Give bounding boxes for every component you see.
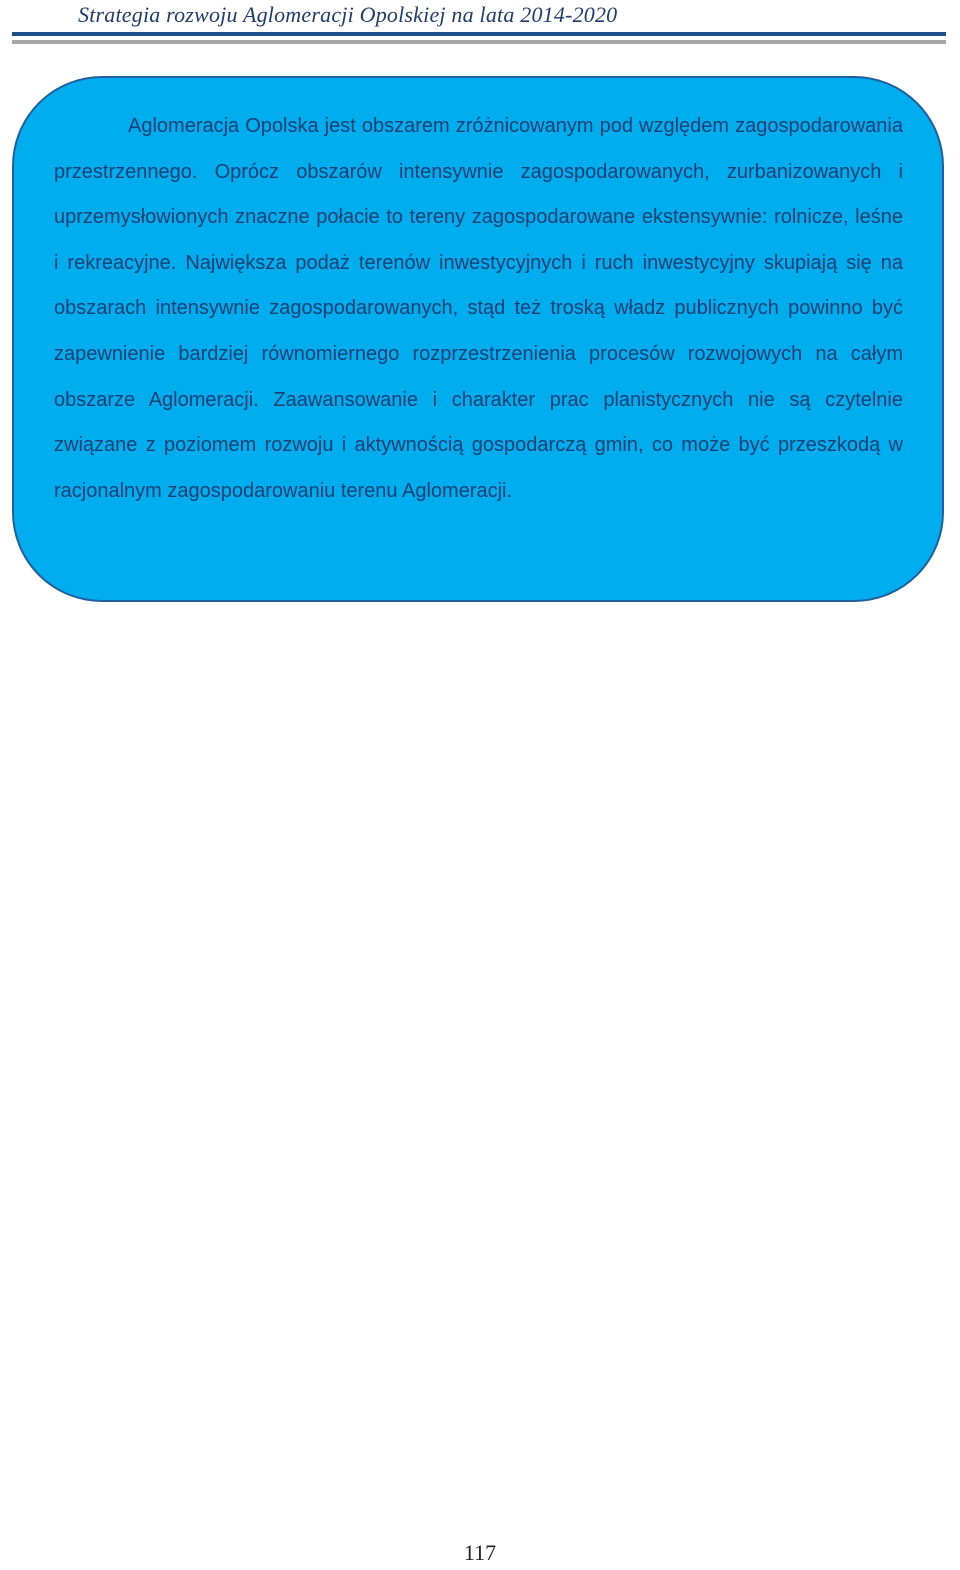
header-rule-secondary <box>12 40 946 44</box>
header-rule-primary <box>12 32 946 36</box>
running-header-title: Strategia rozwoju Aglomeracji Opolskiej na lata 2014-2020 <box>78 2 618 27</box>
page-number: 117 <box>463 1540 497 1565</box>
summary-callout-paragraph: Aglomeracja Opolska jest obszarem zróżnicowanym pod względem zagospodarowania przestrzennego. Oprócz obszarów intensywnie zagospodarowanych, zurbanizowanych i uprzemysłowionych znaczne połacie to tereny zagospodarowane ekstensywnie: rolnicze, leśne i rekreacyjne. Największa podaż terenów inwestycyjnych i ruch inwestycyjny skupiają się na obszarach intensywnie zagospodarowanych, stąd też troską władz publicznych powinno być zapewnienie bardziej równomiernego rozprzestrzenienia procesów rozwojowych na całym obszarze Aglomeracji. Zaawansowanie i charakter prac planistycznych nie są czytelnie związane z poziomem rozwoju i aktywnością gospodarczą gmin, co może być przeszkodą w racjonalnym zagospodarowaniu terenu Aglomeracji. <box>54 115 903 502</box>
